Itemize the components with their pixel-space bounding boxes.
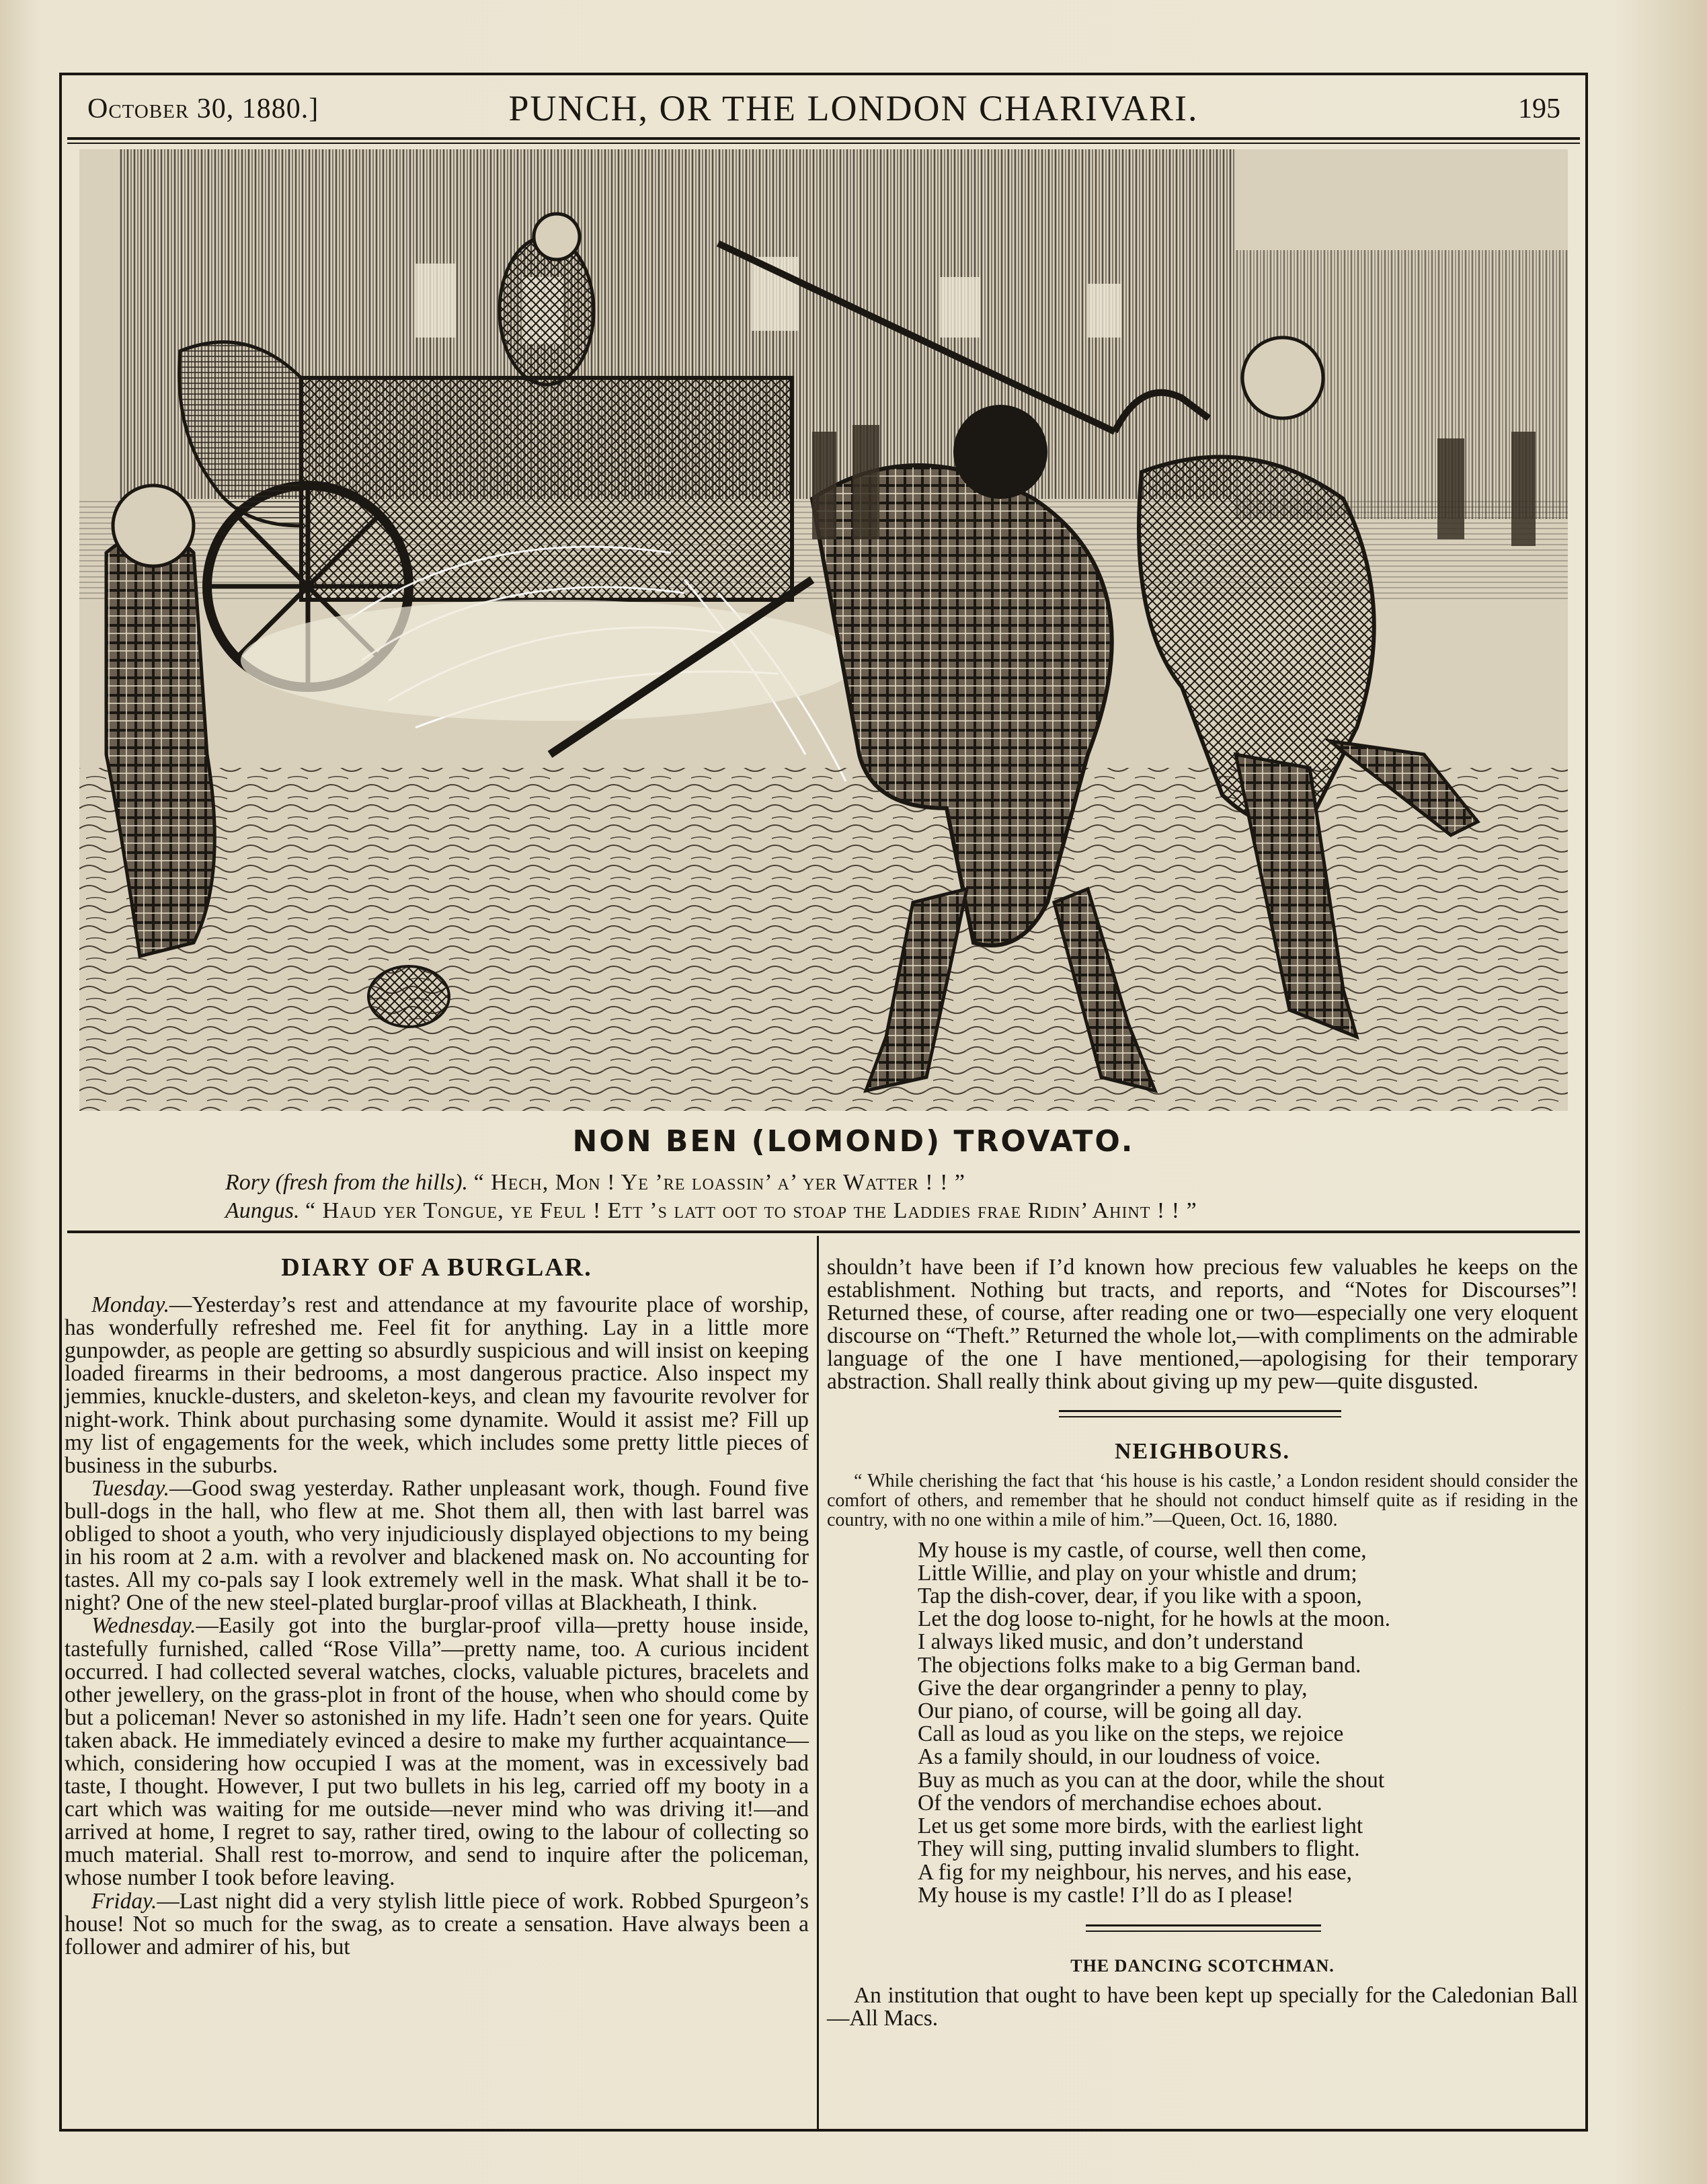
diary-day-tuesday: Tuesday. [91, 1475, 169, 1501]
caption-line-rory [225, 1170, 965, 1196]
caption-text-aungus: “ Haud yer Tongue, ye Feul ! Ett ’s latt oot to stoap the Laddies frae Ridin’ Ahint ! ! ” [305, 1198, 1197, 1223]
poem-line: Call as loud as you like on the steps, we rejoice [918, 1721, 1344, 1747]
caption-speaker-aungus: Aungus. [225, 1198, 300, 1223]
cartoon-illustration [79, 149, 1568, 1111]
poem-line: Tap the dish-cover, dear, if you like with a spoon, [918, 1584, 1362, 1609]
diary-column [65, 1253, 809, 1959]
neighbours-epigraph: “ While cherishing the fact that ‘his house is his castle,’ a London resident should consider the comfort of others, and remember that he should not conduct himself quite as if residing in the country, with no one within a mile of him.”—Queen, Oct. 16, 1880. [827, 1470, 1578, 1530]
caption-text-rory: “ Hech, Mon ! Ye ’re loassin’ a’ yer Watter ! ! ” [473, 1170, 966, 1195]
poem-line: Our piano, of course, will be going all day. [918, 1699, 1302, 1724]
section-rule-thin [1086, 1930, 1321, 1932]
poem-line: Give the dear organgrinder a penny to play, [918, 1675, 1308, 1701]
poem-line: Let us get some more birds, with the earliest light [918, 1814, 1363, 1839]
poem-line: My house is my castle! I’ll do as I please! [918, 1882, 1294, 1908]
diary-entry-friday [65, 1890, 809, 1959]
poem-line: Buy as much as you can at the door, while the shout [918, 1767, 1385, 1793]
diary-entry-wednesday [65, 1614, 809, 1889]
diary-text-tuesday: —Good swag yesterday. Rather unpleasant work, though. Found five bull-dogs in the hall, who flew at me. Shot them all, then with last barrel was obliged to shoot a youth, who very injudiciously displayed objections to my being in his room at 2 a.m. with a revolver and blackened mask on. No accounting for tastes. All my co-pals say I look extremely well in the mask. What shall it be to-night? One of the new steel-plated burglar-proof villas at Blackheath, I think. [65, 1475, 809, 1616]
poem-line: As a family should, in our loudness of voice. [918, 1744, 1321, 1770]
diary-text-monday: —Yesterday’s rest and attendance at my favourite place of worship, has wonderfully refreshed me. Feel fit for anything. Lay in a little more gunpowder, as people are getting so absurdly suspicious and will insist on keeping loaded firearms in their bedrooms, a most dangerous practice. Also inspect my jemmies, knuckle-dusters, and skeleton-keys, and clean my favourite revolver for night-work. Think about purchasing some dynamite. Would it assist me? Fill up my list of engagements for the week, which includes some pretty little pieces of business in the suburbs. [65, 1292, 809, 1478]
poem-line: Of the vendors of merchandise echoes about. [918, 1790, 1322, 1816]
neighbours-title: NEIGHBOURS. [1115, 1438, 1290, 1464]
poem-line: My house is my castle, of course, well then come, [918, 1537, 1367, 1563]
diary-day-monday: Monday. [91, 1292, 169, 1318]
poem-line: The objections folks make to a big German band. [918, 1652, 1361, 1678]
header-rule-thin [67, 143, 1580, 144]
dancing-text: An institution that ought to have been kept up specially for the Caledonian Ball—All Macs. [827, 1983, 1578, 2031]
dancing-title: THE DANCING SCOTCHMAN. [1070, 1955, 1335, 1976]
poem-line: I always liked music, and don’t understand [918, 1629, 1304, 1655]
cartoon-title: NON BEN (LOMOND) TROVATO. [572, 1124, 1135, 1159]
diary-entry-monday [65, 1294, 809, 1477]
header-rule [67, 137, 1580, 140]
poem-line: Little Willie, and play on your whistle and drum; [918, 1560, 1357, 1586]
cartoon-engraving [79, 149, 1568, 1111]
poem-line: Let the dog loose to-night, for he howls at the moon. [918, 1606, 1390, 1632]
section-rule [1059, 1410, 1341, 1412]
diary-title: DIARY OF A BURGLAR. [281, 1253, 592, 1282]
caption-speaker-rory: Rory [225, 1170, 270, 1195]
section-rule [1086, 1924, 1321, 1926]
caption-line-aungus [225, 1198, 1197, 1224]
diary-entry-tuesday [65, 1477, 809, 1615]
neighbours-poem [918, 1539, 1578, 1907]
diary-text-wednesday: —Easily got into the burglar-proof villa—pretty house inside, tastefully furnished, called “Rose Villa”—pretty name, too. A curious incident occurred. I had collected several watches, clocks, valuable pictures, bracelets and other jewellery, on the grass-plot in front of the house, when who should come by but a policeman! Never so astonished in my life. Hadn’t seen one for years. Quite taken aback. He immediately evinced a desire to make my further acquaintance—which, considering how occupied I was at the moment, was in excessively bad taste, I thought. However, I put two bullets in his leg, carried off my booty in a cart which was waiting for me outside—never mind who was driving it!—and arrived at home, I regret to say, rather tired, owing to the labour of collecting so much material. Shall rest to-morrow, and send to inquire after the policeman, whose number I took before leaving. [65, 1613, 809, 1891]
column-divider [817, 1236, 819, 2130]
diary-text-friday: —Last night did a very stylish little piece of work. Robbed Spurgeon’s house! Not so much for the swag, as to create a sensation. Have always been a follower and admirer of his, but [65, 1888, 809, 1959]
diary-day-friday: Friday. [91, 1888, 157, 1914]
poem-line: They will sing, putting invalid slumbers to flight. [918, 1836, 1360, 1862]
section-rule-thin [1059, 1416, 1341, 1417]
masthead-title: PUNCH, OR THE LONDON CHARIVARI. [508, 88, 1199, 128]
diary-continuation: shouldn’t have been if I’d known how precious few valuables he keeps on the establishment. Nothing but tracts, and reports, and “Notes for Discourses”! Returned these, of course, after reading one or two—especially one very eloquent discourse on “Theft.” Returned the whole lot,—with compliments on the admirable language of the one I have mentioned,—apologising for their temporary abstraction. Shall really think about giving up my pew—quite disgusted. [827, 1255, 1578, 1395]
page-number: 195 [1518, 93, 1560, 124]
caption-note-rory: (fresh from the hills). [275, 1170, 469, 1195]
cartoon-bottom-rule [67, 1231, 1580, 1233]
right-column [827, 1256, 1578, 2030]
poem-line: A fig for my neighbour, his nerves, and his ease, [918, 1859, 1352, 1885]
diary-day-wednesday: Wednesday. [91, 1613, 196, 1639]
issue-date: October 30, 1880.] [87, 93, 319, 124]
